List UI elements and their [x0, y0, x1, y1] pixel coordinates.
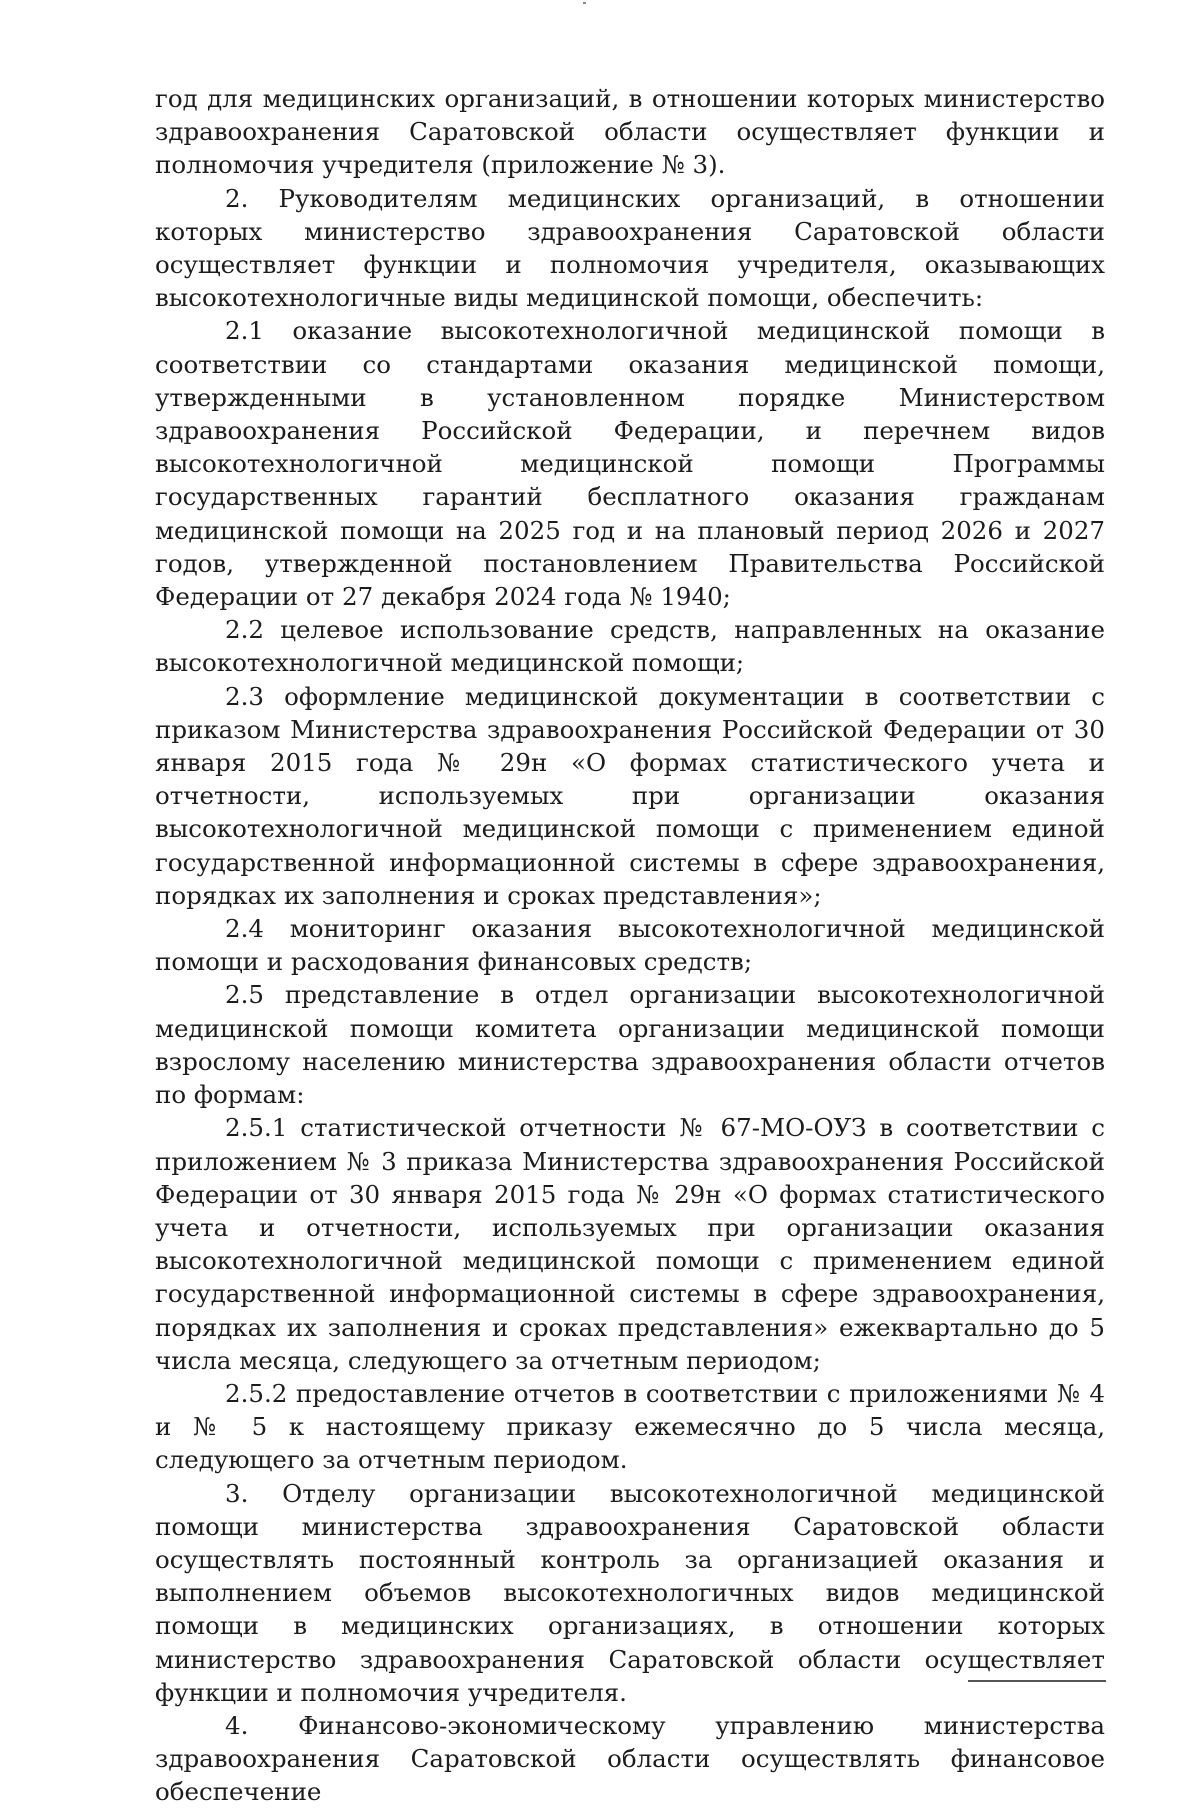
paragraph-item-3: 3. Отделу организации высокотехнологичной медицинской помощи министерства здравоохранения Саратовской области осуществлять постоянный контроль за организацией оказания и выполнением объемов высокотехнологичных видов медицинской помощи в медицинских организациях, в отношении которых министерство здравоохранения Саратовской области осуществляет функции и полномочия учредителя.	[155, 1478, 1105, 1707]
paragraph-item-2-5-1: 2.5.1 статистической отчетности № 67-МО-ОУЗ в соответствии с приложением № 3 приказа Министерства здравоохранения Российской Федерации от 30 января 2015 года № 29н «О формах статистического учета и отчетности, используемых при организации оказания высокотехнологичной медицинской помощи с применением единой государственной информационной системы в сфере здравоохранения, порядках их заполнения и сроках представления» ежеквартально до 5 числа месяца, следующего за отчетным периодом;	[155, 1113, 1105, 1375]
paragraph-item-2: 2. Руководителям медицинских организаций, в отношении которых министерство здравоохранения Саратовской области осуществляет функции и полномочия учредителя, оказывающих высокотехнологичные виды медицинской помощи, обеспечить:	[155, 183, 1105, 313]
scan-mark	[583, 2, 586, 4]
paragraph-item-2-5-2: 2.5.2 предоставление отчетов в соответствии с приложениями № 4 и № 5 к настоящему приказу ежемесячно до 5 числа месяца, следующего за отчетным периодом.	[155, 1378, 1105, 1475]
paragraph-item-2-3: 2.3 оформление медицинской документации в соответствии с приказом Министерства здравоохранения Российской Федерации от 30 января 2015 года № 29н «О формах статистического учета и отчетности, используемых при организации оказания высокотехнологичной медицинской помощи с применением единой государственной информационной системы в сфере здравоохранения, порядках их заполнения и сроках представления»;	[155, 681, 1105, 910]
footer-rule	[968, 1680, 1106, 1682]
paragraph-item-2-1: 2.1 оказание высокотехнологичной медицинской помощи в соответствии со стандартами оказания медицинской помощи, утвержденными в установленном порядке Министерством здравоохранения Российской Федерации, и перечнем видов высокотехнологичной медицинской помощи Программы государственных гарантий бесплатного оказания гражданам медицинской помощи на 2025 год и на плановый период 2026 и 2027 годов, утвержденной постановлением Правительства Российской Федерации от 27 декабря 2024 года № 1940;	[155, 316, 1105, 612]
paragraph-item-2-5: 2.5 представление в отдел организации высокотехнологичной медицинской помощи комитета организации медицинской помощи взрослому населению министерства здравоохранения области отчетов по формам:	[155, 980, 1105, 1110]
paragraph-item-4: 4. Финансово-экономическому управлению министерства здравоохранения Саратовской области осуществлять финансовое обеспечение	[155, 1710, 1105, 1807]
document-body	[155, 82, 1105, 1809]
paragraph-item-2-4: 2.4 мониторинг оказания высокотехнологичной медицинской помощи и расходования финансовых средств;	[155, 914, 1105, 977]
paragraph-continuation: год для медицинских организаций, в отношении которых министерство здравоохранения Саратовской области осуществляет функции и полномочия учредителя (приложение № 3).	[155, 84, 1105, 180]
paragraph-item-2-2: 2.2 целевое использование средств, направленных на оказание высокотехнологичной медицинской помощи;	[155, 615, 1105, 678]
